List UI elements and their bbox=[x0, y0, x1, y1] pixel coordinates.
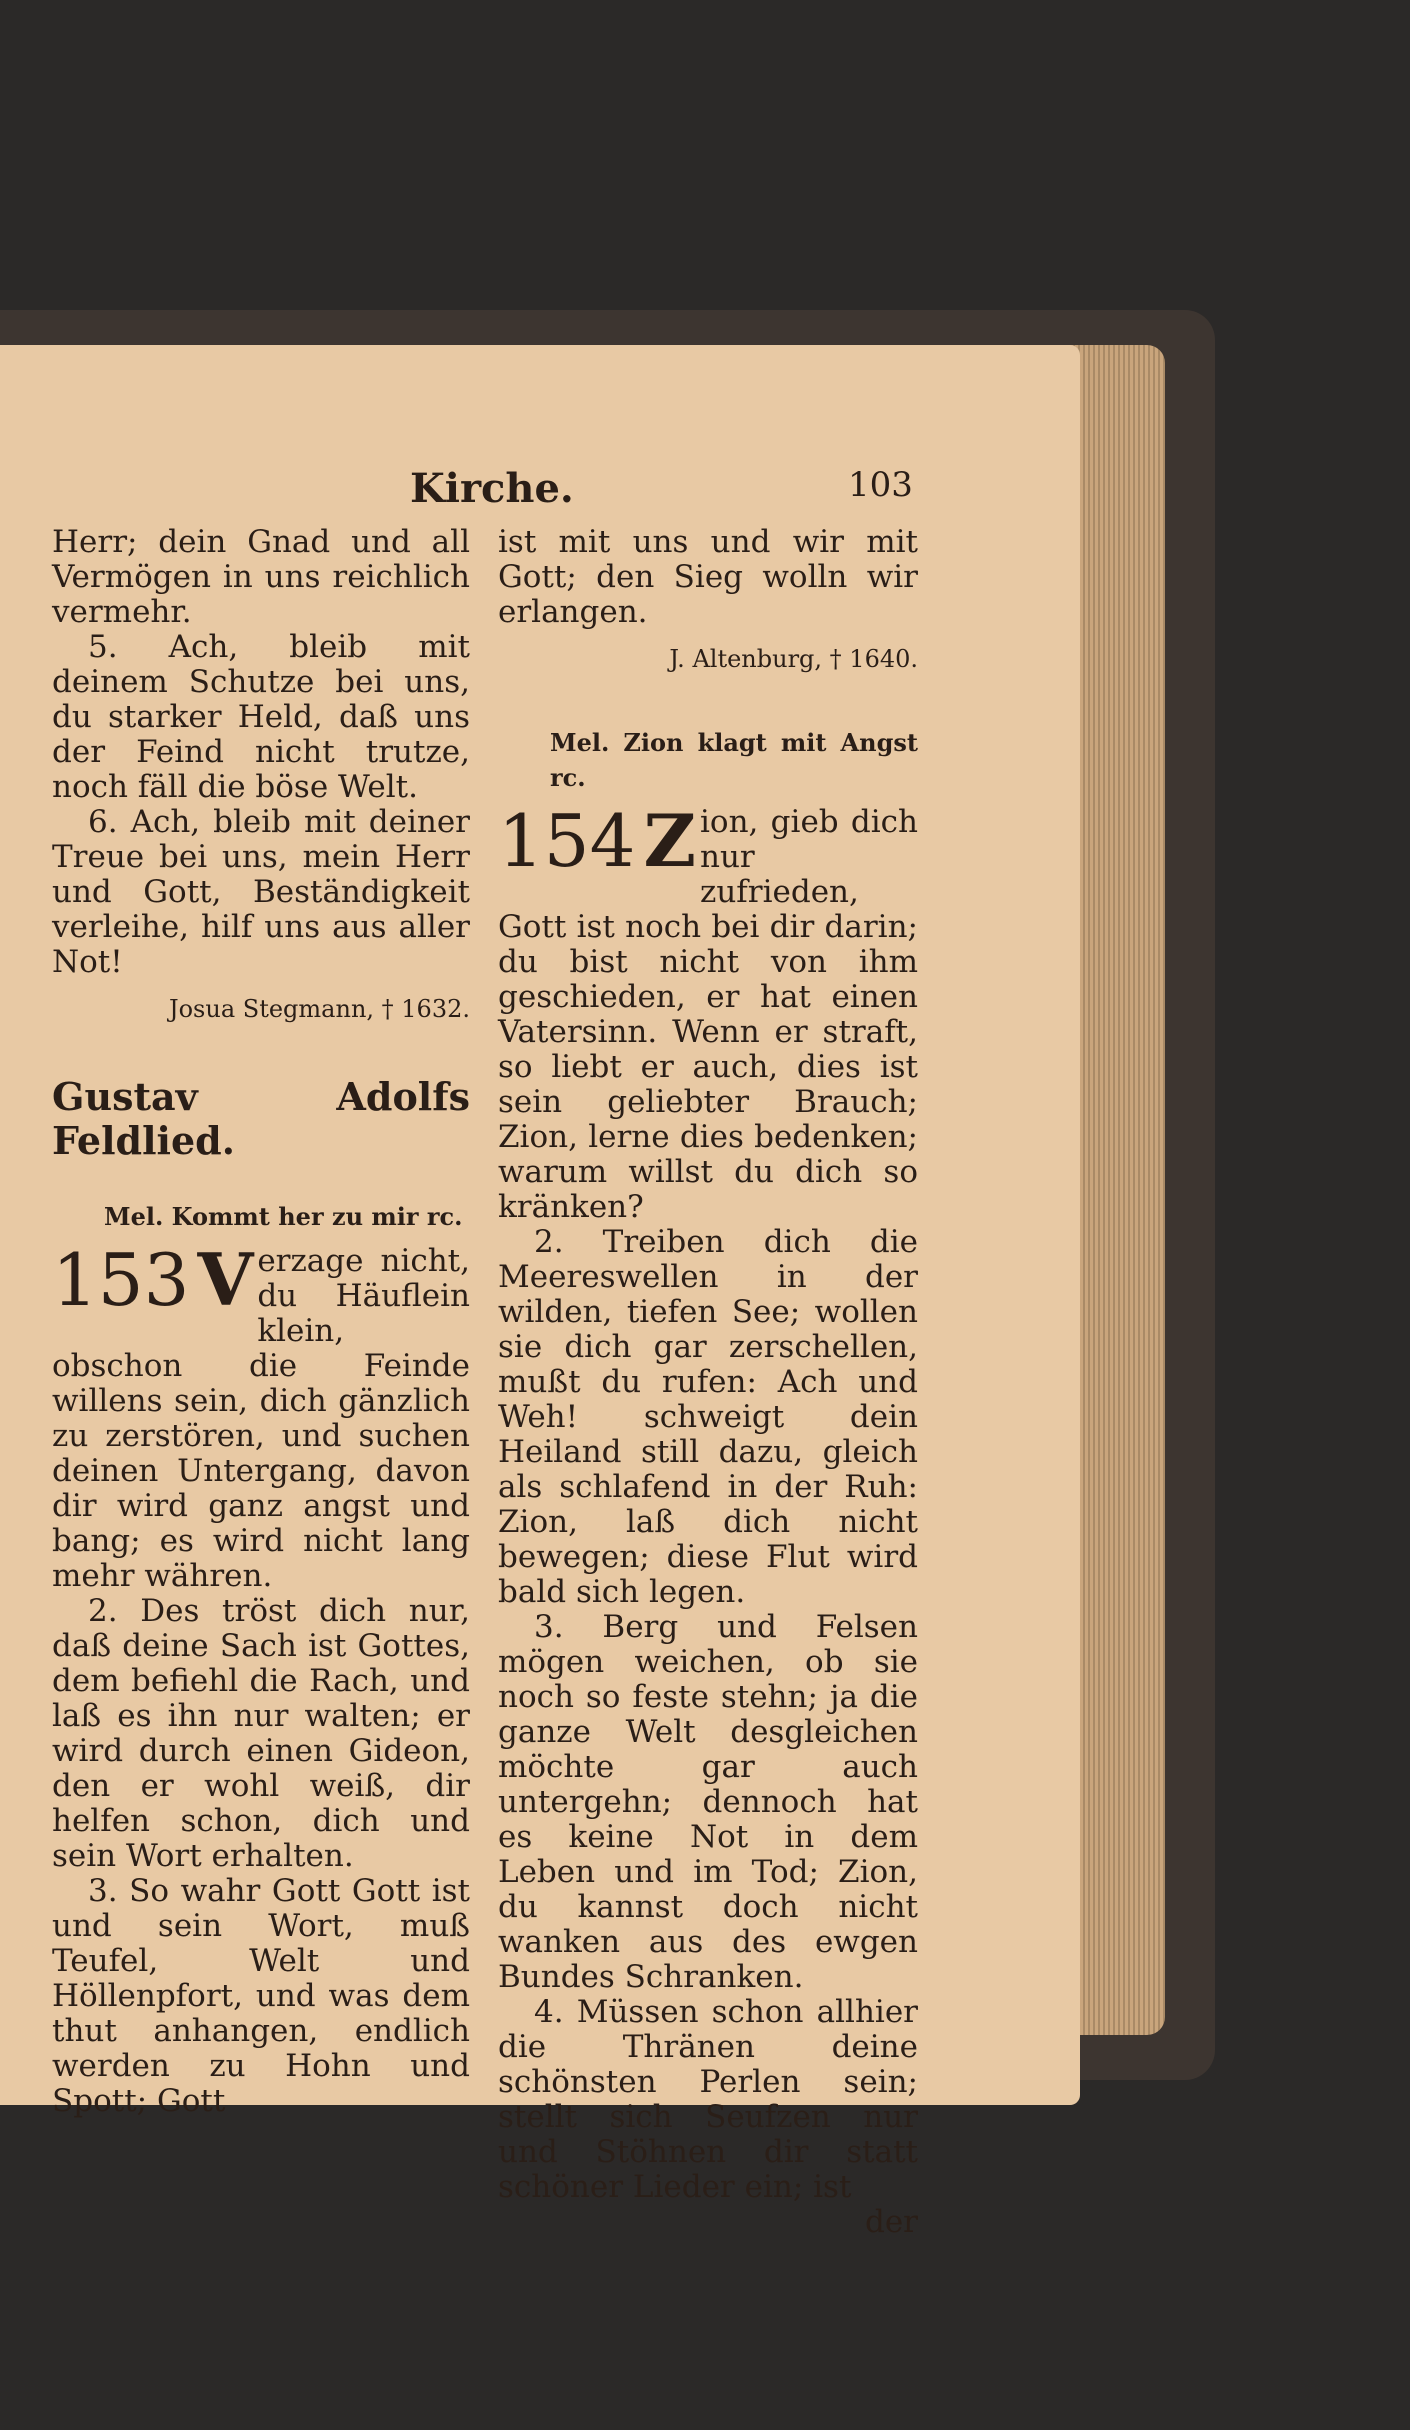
hymn-author: J. Altenburg, † 1640. bbox=[669, 645, 918, 673]
page-number: 103 bbox=[848, 465, 913, 505]
hymn-number: 153 bbox=[52, 1238, 190, 1322]
running-head: Kirche. bbox=[410, 465, 574, 512]
left-column bbox=[52, 525, 470, 2119]
hymn-153 bbox=[52, 1237, 470, 1594]
hymn-text: ion, gieb dich nur zufrieden, Gott ist noch bei dir darin; du bist nicht von ihm geschieden, er hat einen Vatersinn. Wenn er straft, so liebt er auch, dies ist sein geliebter Brauch; Zion, lerne dies bedenken; warum willst du dich so kränken? bbox=[498, 804, 918, 1225]
melody-note: Mel. Zion klagt mit Angst rc. bbox=[550, 728, 918, 792]
hymn-text: erzage nicht, du Häuflein klein, obschon die Feinde willens sein, dich gänzlich zu zerstören, und suchen deinen Untergang, davon dir wird ganz angst und bang; es wird nicht lang mehr währen. bbox=[52, 1243, 470, 1594]
hymn-number: 154 bbox=[498, 799, 636, 883]
right-column bbox=[498, 525, 918, 2240]
drop-cap: Z bbox=[643, 798, 696, 883]
verse-2: 2. Treiben dich die Meereswellen in der wilden, tiefen See; wollen sie dich gar zerschellen, mußt du rufen: Ach und Weh! schweigt dein Heiland still dazu, gleich als schlafend in der Ruh: Zion, laß dich nicht bewegen; diese Flut wird bald sich legen. bbox=[498, 1224, 918, 1610]
page-header bbox=[0, 465, 1080, 525]
verse-6: 6. Ach, bleib mit deiner Treue bei uns, mein Herr und Gott, Beständigkeit verleihe, hilf uns aus aller Not! bbox=[52, 804, 470, 980]
verse-2: 2. Des tröst dich nur, daß deine Sach ist Gottes, dem befiehl die Rach, und laß es ihn nur walten; er wird durch einen Gideon, den er wohl weiß, dir helfen schon, dich und sein Wort erhalten. bbox=[52, 1593, 470, 1874]
hymn-154 bbox=[498, 798, 918, 1225]
hymn-title: Gustav Adolfs Feldlied. bbox=[52, 1074, 470, 1163]
verse-3: 3. So wahr Gott Gott ist und sein Wort, muß Teufel, Welt und Höllenpfort, und was dem thut anhangen, endlich werden zu Hohn und Spott; Gott bbox=[52, 1873, 470, 2119]
book-page bbox=[0, 345, 1080, 2240]
verse-5: 5. Ach, bleib mit deinem Schutze bei uns, du starker Held, daß uns der Feind nicht trutze, noch fäll die böse Welt. bbox=[52, 629, 470, 805]
verse-4: 4. Müssen schon allhier die Thränen deine schönsten Perlen sein; stellt sich Seufzen nur und Stöhnen dir statt schöner Lieder ein; ist bbox=[498, 1994, 918, 2205]
catchword: der bbox=[864, 2204, 918, 2240]
continuation-text: Herr; dein Gnad und all Vermögen in uns reichlich vermehr. bbox=[52, 524, 470, 630]
drop-cap: V bbox=[197, 1237, 254, 1322]
verse-3: 3. Berg und Felsen mögen weichen, ob sie noch so feste stehn; ja die ganze Welt desgleichen möchte gar auch untergehn; dennoch hat es keine Not in dem Leben und im Tod; Zion, du kannst doch nicht wanken aus des ewgen Bundes Schranken. bbox=[498, 1609, 918, 1995]
continuation-text: ist mit uns und wir mit Gott; den Sieg wolln wir erlangen. bbox=[498, 524, 918, 630]
melody-note: Mel. Kommt her zu mir rc. bbox=[104, 1202, 463, 1231]
hymn-author: Josua Stegmann, † 1632. bbox=[168, 995, 470, 1023]
